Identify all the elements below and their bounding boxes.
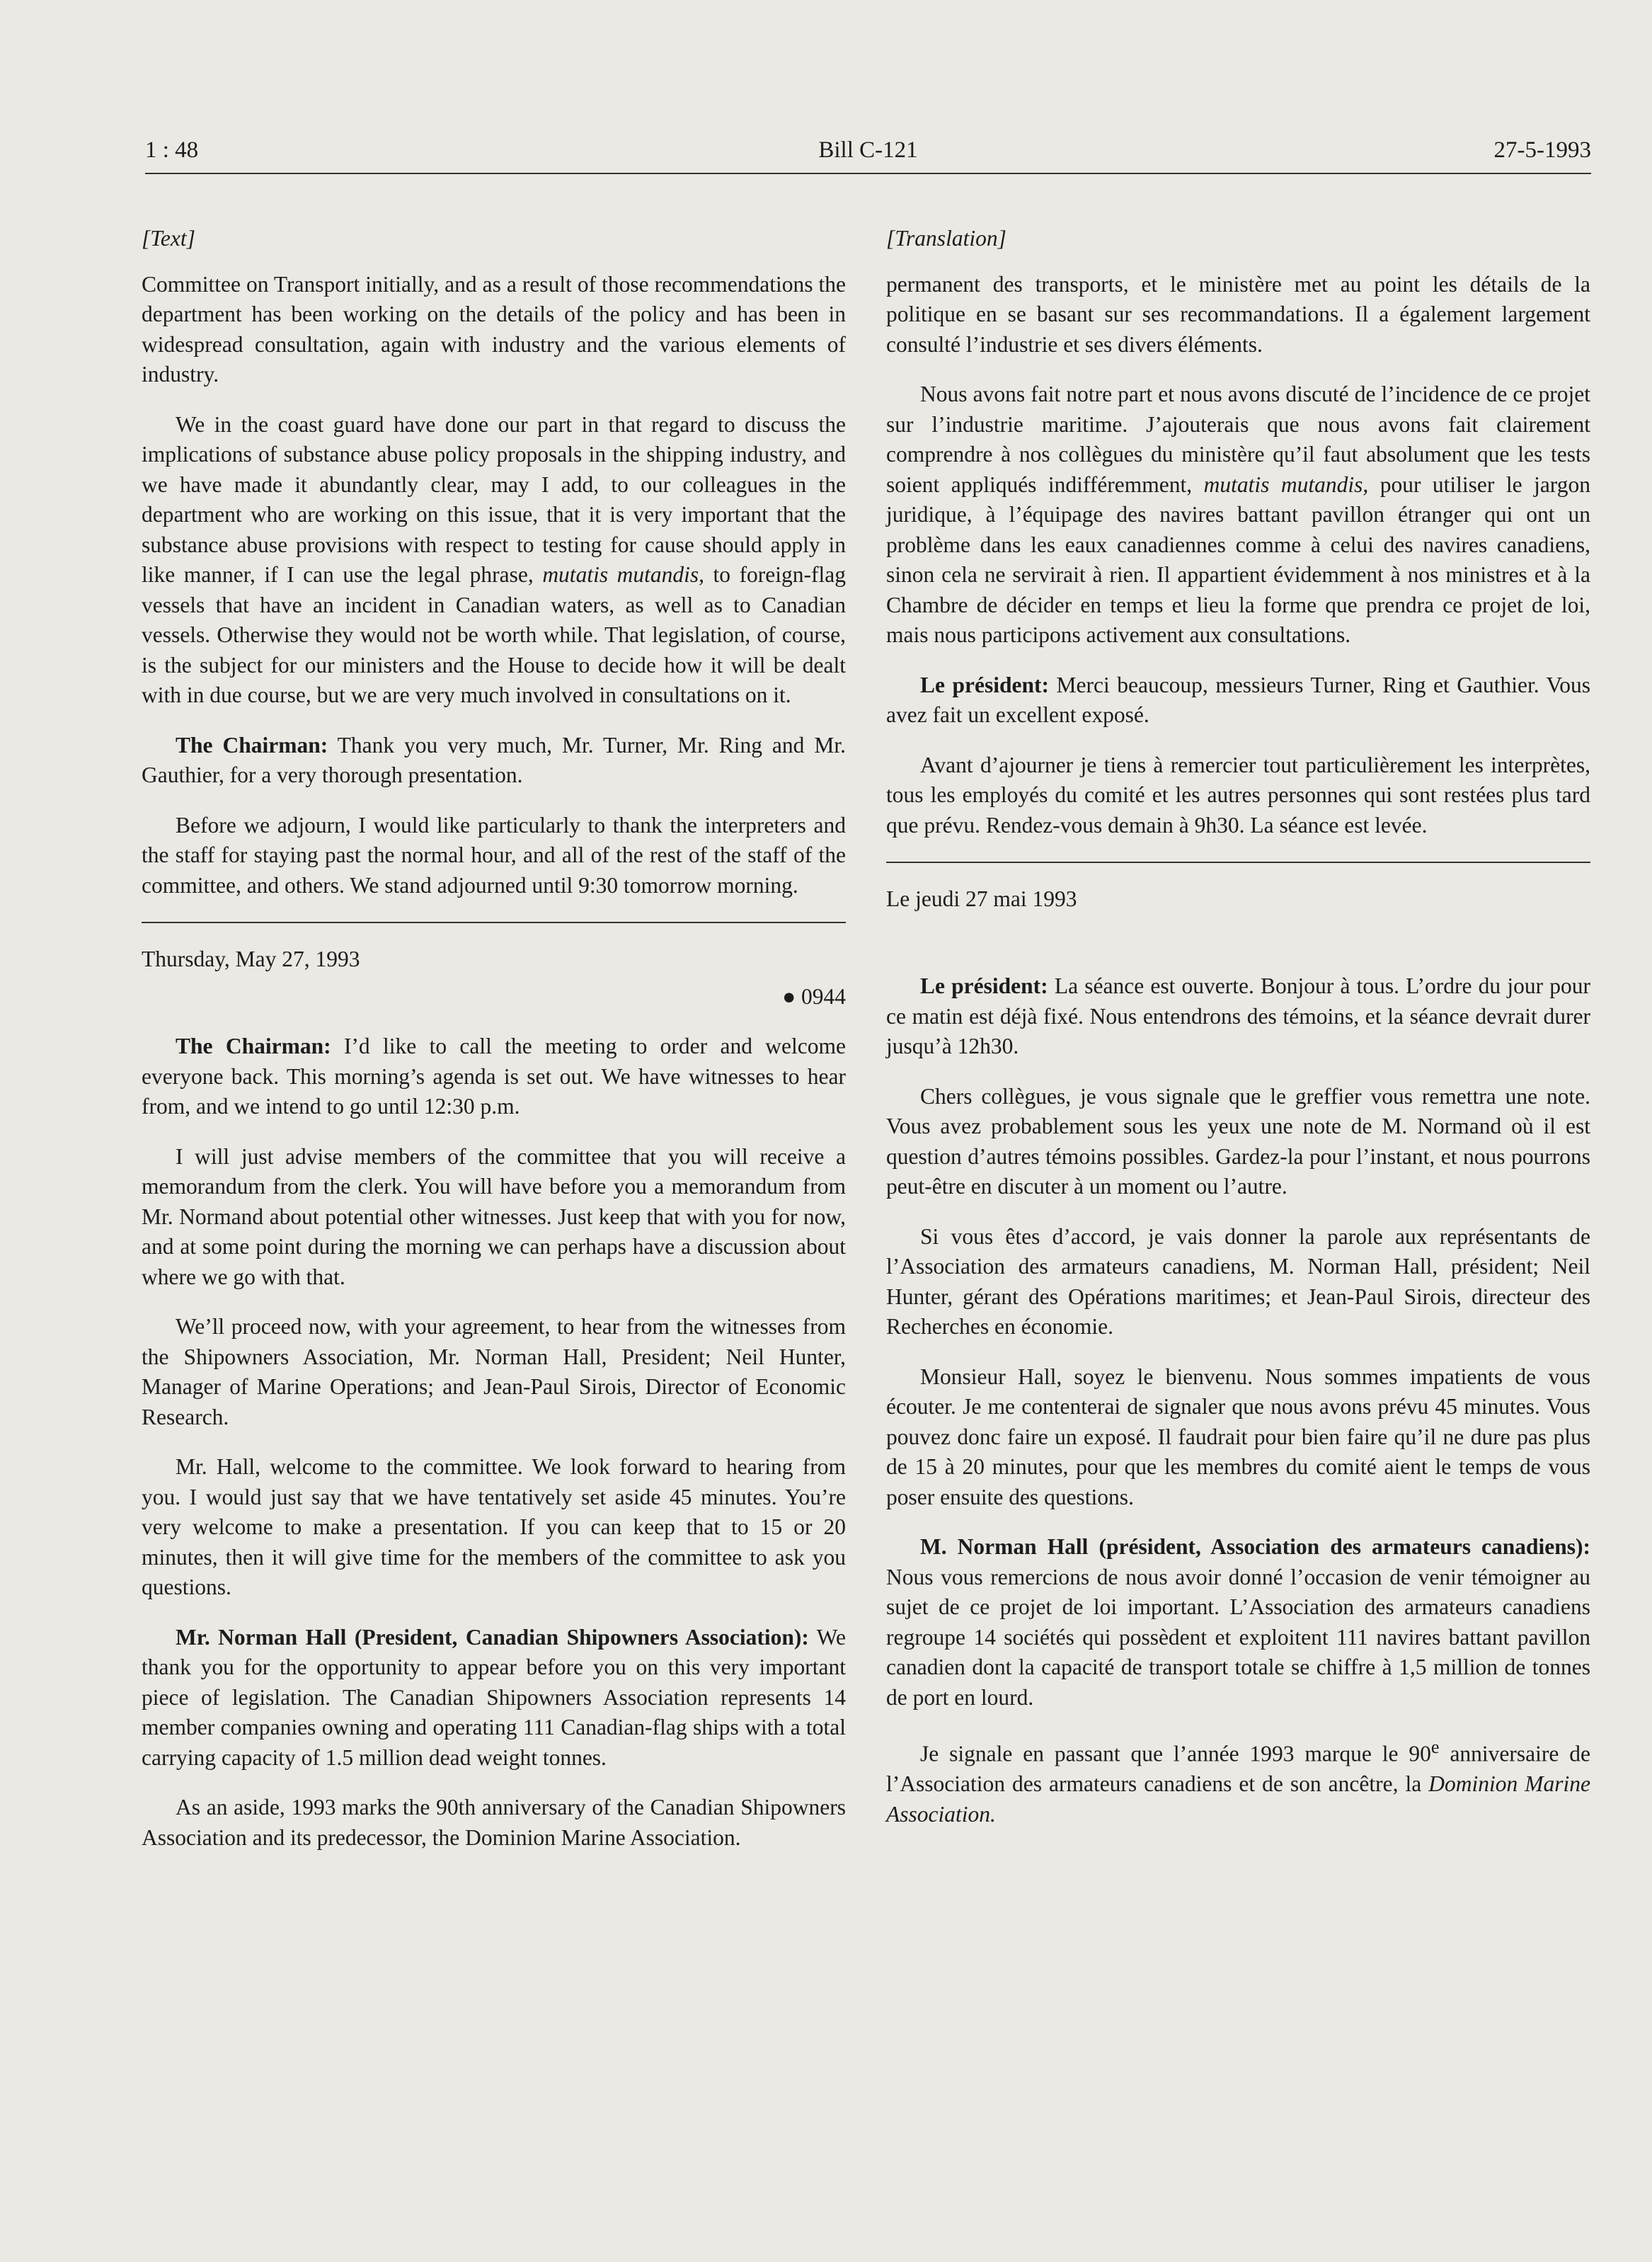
paragraph: The Chairman: I’d like to call the meeting to order and welcome everyone back. This morning’s agenda is set out. We have witnesses to hear from, and we intend to go until 12:30 p.m. [142, 1034, 846, 1119]
paragraph: Le président: Merci beaucoup, messieurs Turner, Ring et Gauthier. Vous avez fait un excellent exposé. [886, 672, 1590, 727]
page-number: 1 : 48 [145, 137, 199, 163]
header-rule [145, 173, 1591, 174]
paragraph: Avant d’ajourner je tiens à remercier tout particulièrement les interprètes, tous les employés du comité et les autres personnes qui sont restées plus tard que prévu. Rendez-vous demain à 9h30. La séance est levée. [886, 752, 1590, 838]
section-divider [886, 862, 1590, 863]
paragraph: We in the coast guard have done our part in that regard to discuss the implications of substance abuse policy proposals in the shipping industry, and we have made it abundantly clear, may I add, to our colleagues in the department who are working on this issue, that it is very important that the substance abuse provisions with respect to testing for cause should apply in like manner, if I can use the legal phrase, mutatis mutandis, to foreign-flag vessels that have an incident in Canadian waters, as well as to Canadian vessels. Otherwise they would not be worth while. That legislation, of course, is the subject for our ministers and the House to decide how it will be dealt with in due course, but we are very much involved in consultations on it. [142, 411, 846, 707]
bill-title: Bill C-121 [818, 137, 918, 163]
timestamp-spacer [886, 922, 1590, 952]
header-date: 27-5-1993 [1493, 137, 1591, 163]
speaker-name: Mr. Norman Hall (President, Canadian Shipowners Association): [176, 1624, 809, 1650]
paragraph: As an aside, 1993 marks the 90th anniversary of the Canadian Shipowners Association and its predecessor, the Dominion Marine Association. [142, 1795, 846, 1850]
paragraph: Monsieur Hall, soyez le bienvenu. Nous sommes impatients de vous écouter. Je me contenterai de signaler que nous avons prévu 45 minutes. Vous pouvez donc faire un exposé. Il faudrait pour bien faire qu’il ne dure pas plus de 15 à 20 minutes, pour que les membres du comité aient le temps de vous poser ensuite des questions. [886, 1364, 1590, 1509]
paragraph: Chers collègues, je vous signale que le greffier vous remettra une note. Vous avez probablement sous les yeux une note de M. Normand où il est question d’autres témoins possibles. Gardez-la pour l’instant, et nous pourrons peut-être en discuter à un moment ou l’autre. [886, 1083, 1590, 1199]
paragraph: Je signale en passant que l’année 1993 marque le 90e anniversaire de l’Association des armateurs canadiens et de son ancêtre, la Dominion Marine Association. [886, 1737, 1590, 1827]
paragraph: Before we adjourn, I would like particularly to thank the interpreters and the staff for staying past the normal hour, and all of the rest of the staff of the committee, and others. We stand adjourned until 9:30 tomorrow morning. [142, 812, 846, 898]
speaker-name: Le président: [920, 672, 1049, 697]
section-divider [142, 922, 846, 923]
paragraph: M. Norman Hall (président, Association des armateurs canadiens): Nous vous remercions de nous avoir donné l’occasion de venir témoigner au sujet de ce projet de loi important. L’Association des armateurs canadiens regroupe 14 sociétés qui possèdent et exploitent 111 navires battant pavillon canadien dont la capacité de transport totale se chiffre à 1,5 million de tonnes de port en lourd. [886, 1534, 1590, 1710]
column-label: [Translation] [886, 226, 1006, 251]
english-column [142, 224, 846, 1873]
page-header [145, 137, 1591, 174]
timestamp: ● 0944 [782, 983, 846, 1009]
speaker-name: The Chairman: [176, 732, 328, 758]
paragraph: I will just advise members of the committee that you will receive a memorandum from the clerk. You will have before you a memorandum from Mr. Normand about potential other witnesses. Just keep that with you for now, and at some point during the morning we can perhaps have a discussion about where we go with that. [142, 1143, 846, 1289]
speaker-name: The Chairman: [176, 1034, 331, 1058]
speaker-name: M. Norman Hall (président, Association des armateurs canadiens): [920, 1534, 1590, 1559]
french-column [886, 224, 1590, 1849]
sitting-date: Le jeudi 27 mai 1993 [886, 886, 1077, 911]
paragraph: Mr. Norman Hall (President, Canadian Shipowners Association): We thank you for the opportunity to appear before you on this very important piece of legislation. The Canadian Shipowners Association represents 14 member companies owning and operating 111 Canadian-flag ships with a total carrying capacity of 1.5 million dead weight tonnes. [142, 1624, 847, 1770]
paragraph: permanent des transports, et le ministère met au point les détails de la politique en se basant sur ses recommandations. Il a également largement consulté l’industrie et ses divers éléments. [886, 271, 1590, 357]
paragraph: We’ll proceed now, with your agreement, to hear from the witnesses from the Shipowners Association, Mr. Norman Hall, President; Neil Hunter, Manager of Marine Operations; and Jean-Paul Sirois, Director of Economic Research. [142, 1314, 846, 1429]
sitting-date: Thursday, May 27, 1993 [142, 947, 360, 971]
column-label: [Text] [142, 226, 195, 251]
paragraph: Nous avons fait notre part et nous avons discuté de l’incidence de ce projet sur l’industrie maritime. J’ajouterais que nous avons fait clairement comprendre à nos collègues du ministère qu’il faut absolument que les tests soient appliqués indifféremment, mutatis mutandis, pour utiliser le jargon juridique, à l’équipage des navires battant pavillon étranger qui ont un problème dans les eaux canadiennes comme à celui des navires canadiens, sinon cela ne servirait à rien. Il appartient évidemment à nos ministres et à la Chambre de décider en temps et lieu la forme que prendra ce projet de loi, mais nous participons activement aux consultations. [886, 382, 1590, 647]
speaker-name: Le président: [920, 973, 1048, 998]
paragraph: Mr. Hall, welcome to the committee. We look forward to hearing from you. I would just say that we have tentatively set aside 45 minutes. You’re very welcome to make a presentation. If you can keep that to 15 or 20 minutes, then it will give time for the members of the committee to ask you questions. [142, 1454, 846, 1599]
paragraph: Le président: La séance est ouverte. Bonjour à tous. L’ordre du jour pour ce matin est déjà fixé. Nous entendrons des témoins, et la séance devrait durer jusqu’à 12h30. [886, 973, 1590, 1058]
paragraph: Si vous êtes d’accord, je vais donner la parole aux représentants de l’Association des armateurs canadiens, M. Norman Hall, président; Neil Hunter, gérant des Opérations maritimes; et Jean-Paul Sirois, directeur des Recherches en économie. [886, 1223, 1590, 1339]
paragraph: The Chairman: Thank you very much, Mr. Turner, Mr. Ring and Mr. Gauthier, for a very thorough presentation. [142, 732, 846, 787]
paragraph: Committee on Transport initially, and as a result of those recommendations the department has been working on the details of the policy and has been in widespread consultation, again with industry and the various elements of industry. [142, 271, 846, 387]
